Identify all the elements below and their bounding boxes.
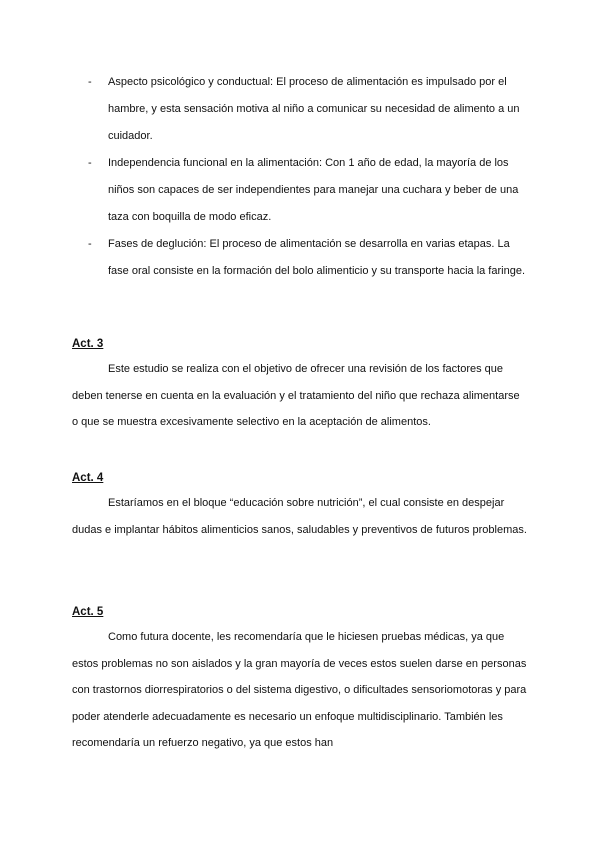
bullet-marker: - [88,76,92,88]
section-act-3 [72,337,528,436]
section-act-4 [72,471,528,543]
section-paragraph: Este estudio se realiza con el objetivo de ofrecer una revisión de los factores que deben tenerse en cuenta en la evaluación y el tratamiento del niño que rechaza alimentarse o que se muestra excesivamente selectivo en la aceptación de alimentos. [72,363,520,428]
list-item [88,231,528,285]
bullet-list [88,69,528,285]
list-item [88,150,528,231]
bullet-text: Fases de deglución: El proceso de alimentación se desarrolla en varias etapas. La fase oral consiste en la formación del bolo alimenticio y su transporte hacia la faringe. [108,238,526,277]
bullet-marker: - [88,157,92,169]
section-paragraph: Estaríamos en el bloque “educación sobre nutrición”, el cual consiste en despejar dudas e implantar hábitos alimenticios sanos, saludables y preventivos de futuros problemas. [72,497,527,536]
bullet-text: Aspecto psicológico y conductual: El proceso de alimentación es impulsado por el hambre, y esta sensación motiva al niño a comunicar su necesidad de alimento a un cuidador. [108,76,520,142]
section-heading: Act. 3 [72,338,104,350]
bullet-marker: - [88,238,92,250]
section-act-5 [72,605,528,757]
section-paragraph: Como futura docente, les recomendaría que le hiciesen pruebas médicas, ya que estos problemas no son aislados y la gran mayoría de veces estos suelen darse en personas con trastornos diorrespiratorios o del sistema digestivo, o dificultades sensoriomotoras y para poder atenderle adecuadamente es necesario un enfoque multidisciplinario. También les recomendaría un refuerzo negativo, ya que estos han [72,631,527,749]
section-heading: Act. 5 [72,606,104,618]
bullet-text: Independencia funcional en la alimentación: Con 1 año de edad, la mayoría de los niños son capaces de ser independientes para manejar una cuchara y beber de una taza con boquilla de modo eficaz. [108,157,519,223]
list-item [88,69,528,150]
section-heading: Act. 4 [72,472,104,484]
